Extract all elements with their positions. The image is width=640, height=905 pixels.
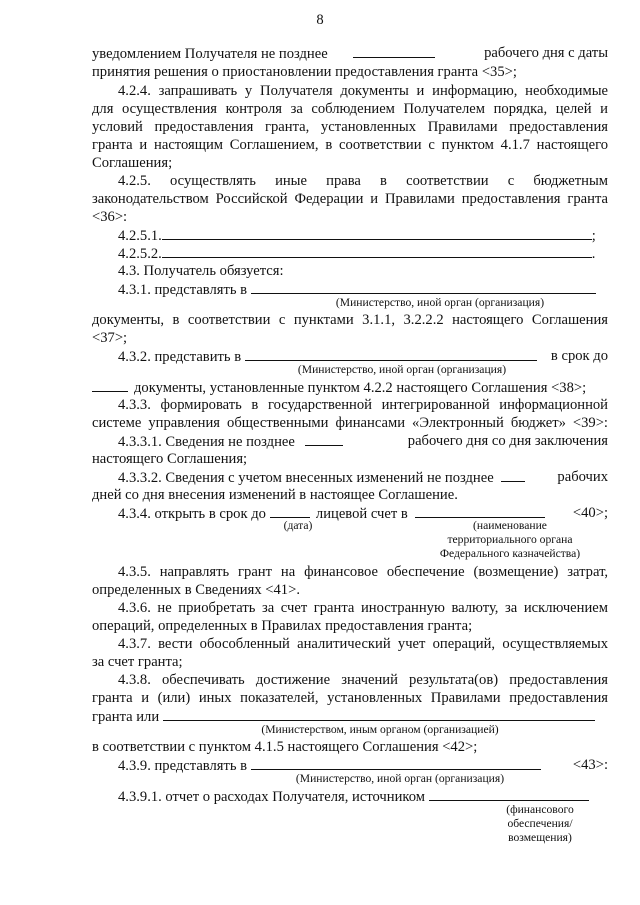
- blank-ministry-4: [251, 756, 541, 770]
- caption-source-3: возмещения): [508, 831, 572, 844]
- item-4-3-3-2: 4.3.3.2. Сведения с учетом внесенных изменений не позднее: [118, 470, 494, 486]
- item-4-3-1: 4.3.1. представлять в: [118, 282, 248, 298]
- blank-ministry-3: [163, 707, 595, 721]
- line-13: 4.3. Получатель обязуется:: [118, 263, 284, 279]
- line-29: операций, определенных в Правилах предоставления гранта;: [92, 618, 473, 634]
- blank-days-2: [305, 432, 343, 446]
- blank-right-2: [162, 244, 592, 258]
- item-4-2-5-1: 4.2.5.1.: [118, 228, 162, 244]
- caption-source-2: обеспечения/: [507, 817, 573, 830]
- line-18: [92, 378, 586, 397]
- caption-treasury-1: (наименование: [473, 519, 547, 532]
- item-4-3-3-1: 4.3.3.1. Сведения не позднее: [118, 434, 295, 450]
- line-21: [118, 432, 608, 451]
- line-2: принятия решения о приостановлении предоставления гранта <35>;: [92, 64, 517, 80]
- page-number: 8: [316, 12, 324, 28]
- blank-date-2: [270, 504, 310, 518]
- line-19: 4.3.3. формировать в государственной интегрированной информационной: [118, 397, 608, 413]
- semicolon: ;: [591, 228, 596, 244]
- line-23-end: рабочих: [557, 469, 608, 485]
- caption-treasury-2: территориального органа: [447, 533, 573, 546]
- blank-days-3: [501, 468, 525, 482]
- item-4-3-2: 4.3.2. представить в: [118, 349, 242, 365]
- item-4-3-4: 4.3.4. открыть в срок до: [118, 506, 266, 522]
- footnote-43: <43>:: [572, 757, 608, 773]
- line-18-text: документы, установленные пунктом 4.2.2 настоящего Соглашения <38>;: [134, 380, 587, 396]
- account-label: лицевой счет в: [315, 506, 408, 522]
- line-4: для осуществления контроля за соблюдением Получателем порядка, целей и: [92, 101, 608, 117]
- line-11: [118, 226, 596, 245]
- line-8: 4.2.5. осуществлять иные права в соответствии с бюджетным: [118, 173, 608, 189]
- period: .: [591, 246, 596, 262]
- line-21-end: рабочего дня со дня заключения: [407, 433, 608, 449]
- line-27: определенных в Сведениях <41>.: [92, 582, 300, 598]
- line-5: условий предоставления гранта, установленных Правилами предоставления: [92, 119, 608, 135]
- item-4-3-9: 4.3.9. представлять в: [118, 758, 248, 774]
- caption-ministry-4: (Министерство, иной орган (организация): [295, 772, 505, 785]
- line-10: <36>:: [92, 209, 128, 225]
- line-7: Соглашения;: [92, 155, 173, 171]
- line-33: гранта и (или) иных показателей, установленных Правилами предоставления: [92, 690, 608, 706]
- item-4-3-9-1: 4.3.9.1. отчет о расходах Получателя, источником: [118, 789, 425, 805]
- line-9: законодательством Российской Федерации и Правилами предоставления гранта: [92, 191, 608, 207]
- blank-source: [429, 787, 589, 801]
- caption-treasury-3: Федерального казначейства): [439, 547, 581, 560]
- blank-days-field: [353, 44, 435, 58]
- line-1: [92, 44, 608, 63]
- line-24: дней со дня внесения изменений в настоящее Соглашение.: [92, 487, 458, 503]
- blank-right-1: [162, 226, 592, 240]
- line-28: 4.3.6. не приобретать за счет гранта иностранную валюту, за исключением: [118, 600, 608, 616]
- deadline-label: в срок до: [550, 348, 608, 364]
- line-30: 4.3.7. вести обособленный аналитический учет операций, осуществляемых: [118, 636, 608, 652]
- line-31: за счет гранта;: [92, 654, 183, 670]
- caption-ministry-2: (Министерство, иной орган (организация): [297, 363, 507, 376]
- line-20: системе управления общественными финансами «Электронный бюджет» <39>:: [92, 415, 608, 431]
- line-16: <37>;: [92, 330, 128, 346]
- caption-ministry-3: (Министерством, иным органом (организацией): [261, 723, 499, 736]
- line-3: 4.2.4. запрашивать у Получателя документы и информацию, необходимые: [118, 83, 608, 99]
- blank-ministry-2: [245, 347, 537, 361]
- item-4-2-5-2: 4.2.5.2.: [118, 246, 162, 262]
- footnote-40: <40>;: [572, 505, 608, 521]
- line-32: 4.3.8. обеспечивать достижение значений результата(ов) предоставления: [118, 672, 608, 688]
- line-22: настоящего Соглашения;: [92, 451, 248, 467]
- line-1-start: уведомлением Получателя не позднее: [92, 46, 328, 62]
- blank-date-1: [92, 378, 128, 392]
- line-23: [118, 468, 608, 487]
- caption-ministry-1: (Министерство, иной орган (организация): [335, 296, 545, 309]
- line-35: в соответствии с пунктом 4.1.5 настоящего Соглашения <42>;: [92, 739, 478, 755]
- line-1-end: рабочего дня с даты: [484, 45, 608, 61]
- line-34-text: гранта или: [92, 709, 160, 725]
- caption-date: (дата): [283, 519, 313, 532]
- line-15: документы, в соответствии с пунктами 3.1.1, 3.2.2.2 настоящего Соглашения: [92, 312, 608, 328]
- line-12: [118, 244, 595, 263]
- blank-treasury: [415, 504, 545, 518]
- line-6: гранта и настоящим Соглашением, в соответствии с пунктом 4.1.7 настоящего: [92, 137, 608, 153]
- line-26: 4.3.5. направлять грант на финансовое обеспечение (возмещение) затрат,: [118, 564, 608, 580]
- caption-source-1: (финансового: [506, 803, 574, 816]
- blank-ministry-1: [251, 280, 596, 294]
